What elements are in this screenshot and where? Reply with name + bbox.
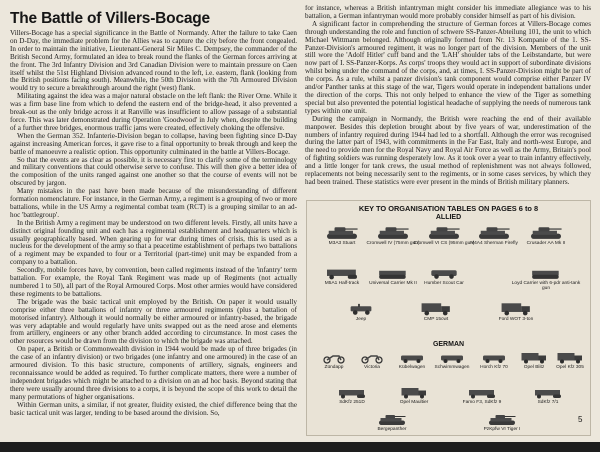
car-icon <box>397 351 427 364</box>
car-icon <box>425 265 463 280</box>
vehicle-label: Universal Carrier Mk II <box>369 281 417 286</box>
paragraph: Villers-Bocage has a special significance in the Battle of Normandy. After the failure to take Caen on D-Day, the immediate problem for the Allies was to capture the city before the front congealed. In order to maintain the initiative, Lieutenant-General Sir Miles C. Dempsey, the commander of the British Second Army, formulated an idea to break round the flanks of the German forces arriving at the front. The 3rd Infantry Division and 3rd Canadian Division were to maintain pressure on Caen itself whilst the 51st Highland Division advanced round to the left, i.e. eastern, flank (looking from the British positions facing south). Meanwhile, the 50th Division with the 7th Armoured Division would try to secure a breakthrough around the right (west) flank. <box>10 30 297 93</box>
vehicle-label: M4A4 Sherman Firefly <box>470 241 518 246</box>
truck-icon <box>417 301 455 316</box>
vehicle-label: Jeep <box>355 317 367 322</box>
vehicle-label: Ford WOT 3-ton <box>498 317 534 322</box>
vehicle-allied <box>323 225 361 246</box>
vehicle-german <box>397 351 427 370</box>
halftrack-icon <box>337 386 367 399</box>
vehicle-label: Horch Kfz 70 <box>480 365 508 370</box>
halftrack-icon <box>533 386 563 399</box>
halftrack-icon <box>467 386 497 399</box>
paragraph: Secondly, mobile forces have, by convention, been called regiments instead of the 'infantry' term battalion. For example, the Royal Tank Regiment was made up of Regiments (not actually numbered 1 to 50), all part of the Royal Armoured Corps. Most other armies would have considered these regiments to be battalions. <box>10 266 297 298</box>
vehicle-allied <box>511 265 581 292</box>
vehicle-label: Opel Maultier <box>399 400 429 405</box>
vehicle-allied <box>417 301 455 322</box>
vehicle-label: Cromwell IV (75mm gun) <box>366 241 420 246</box>
allied-heading: ALLIED <box>435 214 462 221</box>
vehicle-german <box>357 351 387 370</box>
vehicle-german <box>434 351 470 370</box>
paragraph: Militating against the idea was a major natural obstacle on the left flank: the River Orne. While it was a firm base line from which to defend the eastern end of the bridge-head, it also prevented a break-out as the only bridge across it at Ranville was insufficient to allow passage of a substantial force. This was later demonstrated during Operation 'Goodwood' in July when, despite the building of a further three bridges, enormous traffic jams were created, effectively choking the offensive. <box>10 92 297 132</box>
paragraph: During the campaign in Normandy, the British were reaching the end of their available manpower. Besides this depletion brought about by five years of war, underestimation of the numbers of infantry required during 1944 had led to a shortfall. Although the error was recognised during the latter part of 1943, with commitments in the Far East, Italy and north-west Europe, and the need to provide men for the Royal Navy and Royal Air Force as well as the Army, Britain's pool of fighting soldiers was running desperately low. As it took over a year to train infantry effectively, and a little longer for tank crews, the usual method of replenishment was not always followed, replacements not being necessarily sent to the regiments, or in some cases services, by which they had been trained. These statistics were ever present in the minds of British military planners. <box>305 114 591 186</box>
key-title: KEY TO ORGANISATION TABLES ON PAGES 6 to 8 <box>358 204 539 213</box>
paragraph: The brigade was the basic tactical unit employed by the British. On paper it would usually comprise either three battalions of infantry or three armoured regiments (plus a battalion of motorised infantry). Although it would normally be either armoured or infantry-based, the brigade was very adaptable and would regularly have units swapped out as the need arose and elements from artillery, engineers or any other branch added according to circumstance. In most cases the other resources would be drawn from the division to which the brigade was attached. <box>10 297 297 346</box>
vehicle-label: PzKpfw VI Tiger I <box>483 427 521 432</box>
vehicle-allied <box>369 265 417 286</box>
page-number: 5 <box>578 415 583 424</box>
vehicle-german <box>533 386 563 405</box>
carrier-icon <box>527 265 565 280</box>
german-heading: GERMAN <box>432 341 465 348</box>
truck-icon <box>519 351 549 364</box>
vehicle-german <box>377 413 407 432</box>
paragraph: On paper, a British or Commonwealth division in 1944 would be made up of three brigades (in the case of an infantry division) or two brigades (one infantry and one armoured) in the case of an armoured division. To this basic structure, components of artillery, signals, engineers and reconnaissance would be added as required. To further complicate matters, there were a number of independent brigades which might be attached to a division on an ad hoc basis. Beyond stating that there were usually around three divisions to a corps, it is beyond the scope of this work to detail the many permutations of higher organisations. <box>10 345 297 401</box>
jeep-icon <box>342 301 380 316</box>
vehicle-label: Crusader AA Mk II <box>526 241 566 246</box>
vehicle-german <box>462 386 502 405</box>
paragraph: So that the events are as clear as possible, it is necessary first to clarify some of the terminology and military conventions that could otherwise serve to confuse. This will then give a better idea of the composition of the units ranged against one another so that the course of events will not be obscured by jargon. <box>10 155 297 188</box>
vehicle-label: Zündapp <box>324 365 344 370</box>
paragraph: In the British Army a regiment may be understood on two different levels. Firstly, all units have a distinct original founding unit and each has a regimental establishment and headquarters which is usually geographically based. When gearing up for war during times of crisis, this is used as a nucleus for the development of the army so that a peacetime establishment of perhaps two battalions of a regiment may be expanded to four or a Territorial (part-time) unit may be expanded from a company to a battalion. <box>10 218 297 267</box>
tank-icon <box>323 225 361 240</box>
paragraph: for instance, whereas a British infantryman might consider his immediate allegiance was to his battalion, a German infantryman would more probably consider himself as part of his division. <box>305 5 591 20</box>
vehicle-german <box>337 386 367 405</box>
vehicle-label: Kübelwagen <box>398 365 426 370</box>
paragraph: Many mistakes in the past have been made because of the misunderstanding of different formation nomenclature. For instance, in the German Army, a regiment is a grouping of two or more battalions, while in the US Army a regimental combat team (RCT) is a grouping similar to an ad-hoc 'battlegroup'. <box>10 187 297 219</box>
tank-icon <box>425 225 463 240</box>
vehicle-label: Opel Blitz <box>523 365 545 370</box>
vehicle-allied <box>424 265 464 286</box>
tank-icon <box>487 413 517 426</box>
vehicle-allied <box>342 301 380 322</box>
car-icon <box>479 351 509 364</box>
vehicle-allied <box>470 225 518 246</box>
vehicle-german <box>519 351 549 370</box>
truck-icon <box>555 351 585 364</box>
vehicle-label: Bergepanther <box>377 427 407 432</box>
vehicle-label: M5A1 Half-track <box>324 281 360 286</box>
vehicle-german <box>479 351 509 370</box>
vehicle-label: Cromwell VI CS (95mm gun) <box>413 241 475 246</box>
halftrack-icon <box>323 265 361 280</box>
vehicle-label: SdKfz 251D <box>339 400 365 405</box>
truck-icon <box>399 386 429 399</box>
vehicle-label: CMP 15cwt <box>423 317 449 322</box>
vehicle-label: Opel Kfz 305 <box>556 365 584 370</box>
motorcycle-icon <box>357 351 387 364</box>
vehicle-german <box>483 413 521 432</box>
vehicle-label: Loyd Carrier with 6-pdr anti-tank gun <box>511 281 581 292</box>
paragraph: Within German units, a similar, if not greater, fluidity existed, the chief difference being that the basic tactical unit was larger, tending to be based around the division. So, <box>10 400 297 417</box>
car-icon <box>437 351 467 364</box>
vehicle-allied <box>413 225 475 246</box>
truck-icon <box>497 301 535 316</box>
vehicle-label: Famo F3, SdKfz 9 <box>462 400 502 405</box>
motorcycle-icon <box>319 351 349 364</box>
tank-icon <box>377 413 407 426</box>
vehicle-label: Schwimmwagen <box>434 365 470 370</box>
page-edge <box>0 442 600 452</box>
vehicle-label: SdKfz 7/1 <box>537 400 559 405</box>
tank-icon <box>475 225 513 240</box>
vehicle-german <box>319 351 349 370</box>
page-title: The Battle of Villers-Bocage <box>10 10 210 27</box>
vehicle-allied <box>366 225 420 246</box>
vehicle-german <box>399 386 429 405</box>
text-column-right <box>305 5 591 199</box>
vehicle-german <box>555 351 585 370</box>
paragraph: A significant factor in comprehending the structure of German forces at Villers-Bocage comes through understanding the role and function of schwere SS-Panzer-Abteilung 101, the unit to which Michael Wittmann belonged. Although originally formed from Nr. 13 Kompanie of the 1. SS-Panzer-Division's armoured regiment, it was no longer part of the division. Members of the unit still wore the 'Adolf Hitler' cuff band and the 'LAH' shoulder tabs of the Leibstandarte, but were now part of I. SS-Panzer-Korps. As corps' troops they would act in support of subordinate divisions whilst being under the command of the corps, and, at times, I. SS-Panzer-Division might be part of the corps. As a rule, whilst a panzer division's tank component would comprise either Panzer IV and/or Panther tanks at this stage of the war, Tigers would operate in independent battalions under the direction of the corps. This not only helped to enhance the view of the Tiger as something special but also prevented the potential logistical headache of supplying the needs of numerous tank types within one unit. <box>305 19 591 115</box>
tank-icon <box>374 225 412 240</box>
carrier-icon <box>374 265 412 280</box>
vehicle-allied <box>323 265 361 286</box>
vehicle-allied <box>497 301 535 322</box>
organisation-key-box <box>306 200 591 436</box>
text-column-left <box>10 30 297 440</box>
vehicle-label: Humber Scout Car <box>424 281 464 286</box>
vehicle-allied <box>526 225 566 246</box>
tank-icon <box>527 225 565 240</box>
paragraph: When the German 352. Infanterie-Division began to collapse, having been fighting since D-Day against increasing American forces, it gave rise to a final opportunity to break through and keep the battle of manoeuvre a realistic option. This opportunity culminated in the battle at Villers-Bocage. <box>10 131 297 156</box>
vehicle-label: M3A3 Stuart <box>328 241 356 246</box>
vehicle-label: Victoria <box>364 365 380 370</box>
